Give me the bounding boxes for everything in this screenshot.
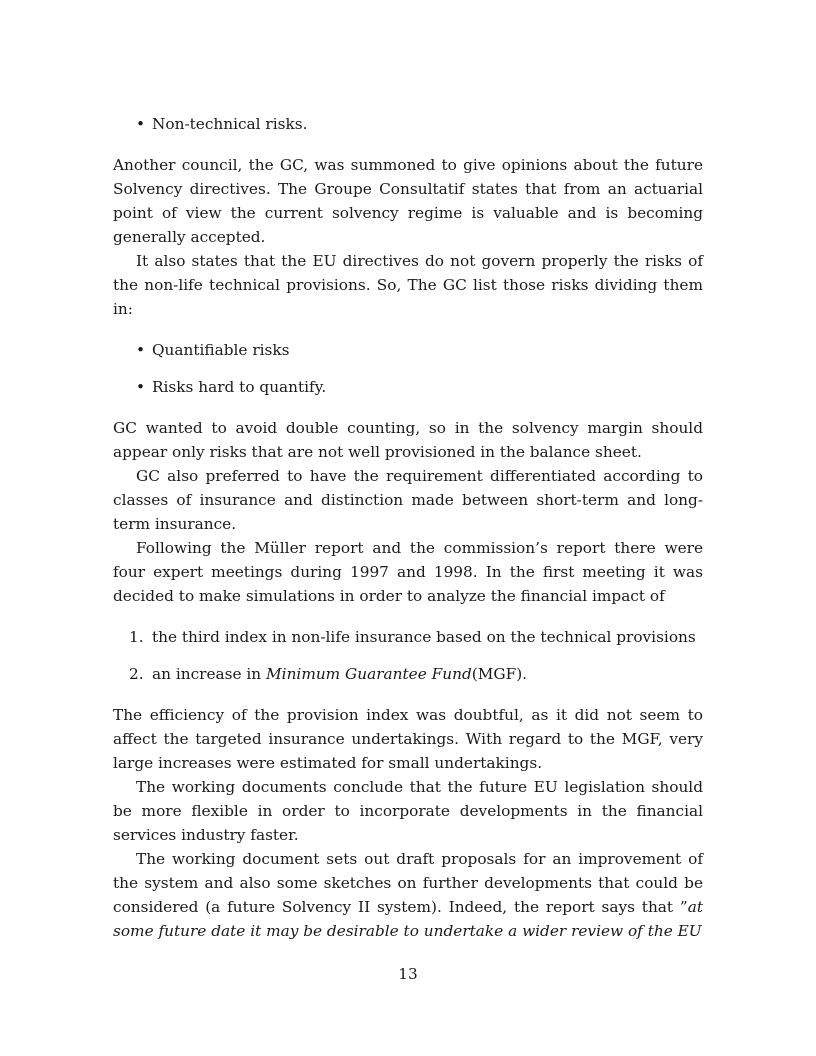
page-number: 13 <box>398 965 418 983</box>
list-item <box>113 625 703 649</box>
list-marker: 1. <box>129 628 144 646</box>
list-marker: 2. <box>129 665 144 683</box>
quoted-text: at some future date it may be desirable to undertake a wider review of the EU <box>113 898 703 940</box>
top-bullet-list <box>113 112 703 136</box>
list-item-text: an increase in <box>152 665 267 683</box>
list-item-suffix: (MGF). <box>471 665 528 683</box>
paragraph-eu-directives: It also states that the EU directives do not govern properly the risks of the non-life technical provisions. So, The GC list those risks dividing them in: <box>113 252 703 318</box>
paragraph-muller-report: Following the Müller report and the commission’s report there were four expert meetings during 1997 and 1998. In the first meeting it was decided to make simulations in order to analyze the financial impact of <box>113 539 703 605</box>
paragraph-text: The working document sets out draft proposals for an improvement of the system and also some sketches on further developments that could be considered (a future Solvency II system). Indeed, the report says that ” <box>113 850 703 916</box>
list-item: • Risks hard to quantify. <box>113 375 703 399</box>
list-item: • Non-technical risks. <box>113 112 703 136</box>
paragraph-efficiency: The efficiency of the provision index was doubtful, as it did not seem to affect the targeted insurance undertakings. With regard to the MGF, very large increases were estimated for small undertakings. <box>113 706 703 772</box>
paragraph-double-counting: GC wanted to avoid double counting, so in the solvency margin should appear only risks that are not well provisioned in the balance sheet. <box>113 419 703 461</box>
risk-list <box>113 338 703 399</box>
document-page <box>113 112 703 943</box>
emphasized-term: Minimum Guarantee Fund <box>266 665 472 683</box>
list-item-text: the third index in non-life insurance based on the technical provisions <box>152 628 696 646</box>
paragraph-insurance-classes: GC also preferred to have the requirement differentiated according to classes of insurance and distinction made between short-term and long-term insurance. <box>113 467 703 533</box>
list-item: • Quantifiable risks <box>113 338 703 362</box>
paragraph-draft-proposals <box>113 847 703 943</box>
list-item <box>113 662 703 686</box>
paragraph-gc-council: Another council, the GC, was summoned to give opinions about the future Solvency directives. The Groupe Consultatif states that from an actuarial point of view the current solvency regime is valuable and is becoming generally accepted. <box>113 156 703 246</box>
paragraph-working-documents: The working documents conclude that the future EU legislation should be more flexible in order to incorporate developments in the financial services industry faster. <box>113 778 703 844</box>
numbered-list <box>113 625 703 686</box>
